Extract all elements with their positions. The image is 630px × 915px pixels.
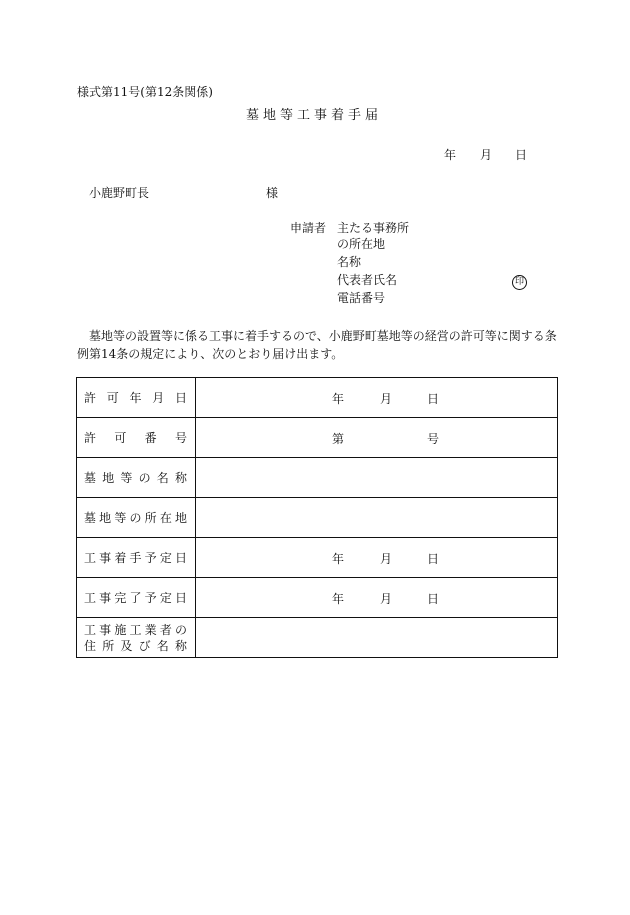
office-location-label-2: の所在地 (337, 237, 386, 251)
row-label-cemetery-location: 墓地等の所在地 (77, 498, 196, 538)
table-row (77, 418, 558, 458)
row-label-permit-number: 許可番号 (77, 418, 196, 458)
form-table (76, 377, 558, 658)
construction-start-month: 月 (380, 551, 393, 566)
seal-icon (512, 272, 527, 290)
row-label-contractor (77, 618, 196, 658)
date-year-label: 年 (444, 148, 457, 162)
phone-label: 電話番号 (337, 291, 386, 305)
construction-start-field[interactable] (196, 538, 558, 578)
construction-end-day: 日 (427, 591, 440, 606)
row-label-construction-end: 工事完了予定日 (77, 578, 196, 618)
body-text-line2: 例第14条の規定により、次のとおり届け出ます。 (77, 347, 344, 361)
office-location-label-1: 主たる事務所 (337, 221, 410, 235)
permit-date-year: 年 (332, 391, 345, 406)
row-label-cemetery-name: 墓地等の名称 (77, 458, 196, 498)
construction-end-field[interactable] (196, 578, 558, 618)
table-row (77, 498, 558, 538)
table-row (77, 458, 558, 498)
body-text-line1: 墓地等の設置等に係る工事に着手するので、小鹿野町墓地等の経営の許可等に関する条 (89, 329, 557, 343)
cemetery-name-field[interactable] (196, 458, 558, 498)
seal-mark: 印 (512, 275, 527, 290)
permit-number-field[interactable] (196, 418, 558, 458)
contractor-label-line1: 工事施工業者の (84, 622, 188, 637)
permit-date-day: 日 (427, 391, 440, 406)
permit-number-suffix: 号 (427, 431, 440, 446)
addressee-name: 小鹿野町長 (89, 186, 150, 200)
table-row (77, 378, 558, 418)
representative-label: 代表者氏名 (337, 273, 398, 287)
table-row (77, 538, 558, 578)
permit-date-month: 月 (380, 391, 393, 406)
construction-end-month: 月 (380, 591, 393, 606)
row-label-permit-date: 許可年月日 (77, 378, 196, 418)
date-month-label: 月 (480, 148, 493, 162)
applicant-label: 申請者 (290, 221, 327, 235)
date-day-label: 日 (515, 148, 528, 162)
addressee-honorific: 様 (266, 186, 279, 200)
contractor-label-line2: 住所及び名称 (84, 638, 188, 653)
table-row (77, 618, 558, 658)
table-row (77, 578, 558, 618)
construction-start-year: 年 (332, 551, 345, 566)
construction-end-year: 年 (332, 591, 345, 606)
cemetery-location-field[interactable] (196, 498, 558, 538)
row-label-construction-start: 工事着手予定日 (77, 538, 196, 578)
name-label: 名称 (337, 255, 362, 269)
construction-start-day: 日 (427, 551, 440, 566)
permit-date-field[interactable] (196, 378, 558, 418)
contractor-field[interactable] (196, 618, 558, 658)
permit-number-prefix: 第 (332, 431, 345, 446)
page-title: 墓地等工事着手届 (246, 108, 383, 123)
form-number: 様式第11号(第12条関係) (77, 85, 213, 99)
